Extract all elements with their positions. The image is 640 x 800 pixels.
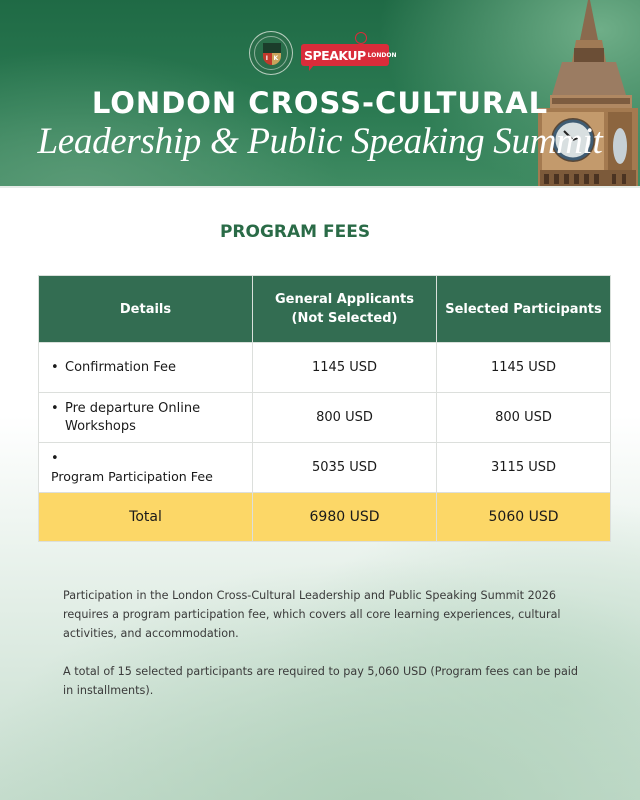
fees-table [38, 275, 611, 542]
paragraph-selected-total: A total of 15 selected participants are required to pay 5,060 USD (Program fees can be paid in installments). [63, 665, 579, 697]
detail-text: Program Participation Fee [51, 468, 213, 484]
crest-letter-1: I [265, 55, 268, 63]
divider [0, 186, 640, 188]
header-selected-participants: Selected Participants [437, 276, 611, 343]
paragraph-participation: Participation in the London Cross-Cultural Leadership and Public Speaking Summit 2026 requires a program participation fee, which covers all core learning experiences, cultural activities, and accommodation. [63, 589, 561, 640]
selected-fee: 800 USD [437, 393, 611, 443]
bullet: • [51, 359, 59, 375]
detail-text: Confirmation Fee [65, 359, 177, 375]
header-general-text: General Applicants (Not Selected) [275, 292, 414, 326]
row-detail [39, 443, 253, 493]
general-fee: 1145 USD [253, 343, 437, 393]
total-general: 6980 USD [253, 493, 437, 542]
selected-fee: 1145 USD [437, 343, 611, 393]
row-detail [39, 343, 253, 393]
london-text: LONDON [367, 51, 397, 59]
table-row [39, 393, 611, 443]
header-general-applicants [253, 276, 437, 343]
total-row [39, 493, 611, 542]
section-title: PROGRAM FEES [219, 222, 371, 242]
table-row [39, 443, 611, 493]
crest-logo [249, 31, 293, 75]
speakup-london-logo [301, 32, 397, 74]
bullet: • [51, 400, 59, 416]
speakup-text: SPEAKUP [304, 47, 366, 63]
general-fee: 800 USD [253, 393, 437, 443]
table-header-row [39, 276, 611, 343]
total-label: Total [39, 493, 253, 542]
table-row [39, 343, 611, 393]
title-line-1: LONDON CROSS-CULTURAL [91, 86, 549, 120]
detail-text: Pre departure Online Workshops [65, 400, 201, 434]
crest-letter-2: K [273, 55, 279, 63]
bullet: • [51, 450, 59, 466]
selected-fee: 3115 USD [437, 443, 611, 493]
logos [249, 30, 397, 76]
total-selected: 5060 USD [437, 493, 611, 542]
hero-banner [0, 0, 640, 186]
header-details: Details [39, 276, 253, 343]
crest-shield-icon [263, 43, 281, 65]
row-detail [39, 393, 253, 443]
title-line-2: Leadership & Public Speaking Summit [37, 121, 603, 162]
general-fee: 5035 USD [253, 443, 437, 493]
